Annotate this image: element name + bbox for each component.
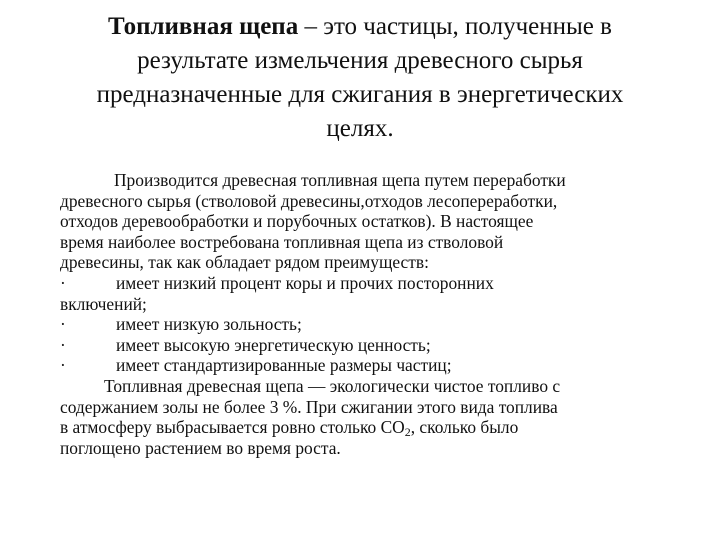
slide-title: [40, 10, 680, 146]
paragraph-2-line-3: [60, 417, 700, 438]
bullet-dot: ·: [60, 314, 66, 335]
body-text: [60, 170, 700, 458]
bullet-item-2: [60, 314, 700, 335]
bullet-dot: ·: [60, 334, 66, 355]
paragraph-1-line-4: время наиболее востребована топливная щепа из стволовой: [60, 231, 504, 252]
paragraph-1-line-3: отходов деревообработки и порубочных остатков). В настоящее: [60, 211, 534, 232]
bullet-dot: ·: [60, 272, 66, 293]
paragraph-1-line-5: древесины, так как обладает рядом преимуществ:: [60, 252, 429, 273]
paragraph-2-line-3-end: , сколько было: [410, 417, 519, 438]
bullet-dot: ·: [60, 355, 66, 376]
bullet-1-continuation: включений;: [60, 293, 147, 314]
paragraph-2-line-1: Топливная древесная щепа — экологически чистое топливо с: [104, 375, 561, 396]
paragraph-1-line-1: Производится древесная топливная щепа путем переработки: [114, 170, 566, 190]
co2-subscript: 2: [404, 425, 411, 440]
title-line-2: результате измельчения древесного сырья: [137, 47, 583, 74]
paragraph-2-line-3-start: в атмосферу выбрасывается ровно столько СО: [60, 417, 405, 438]
paragraph-2-line-2: содержанием золы не более 3 %. При сжигании этого вида топлива: [60, 396, 558, 417]
title-term: Топливная щепа: [108, 13, 299, 40]
bullet-item-1: [60, 273, 700, 294]
paragraph-1-line-2: древесного сырья (стволовой древесины,отходов лесопереработки,: [60, 190, 558, 211]
bullet-2-text: имеет низкую зольность;: [116, 314, 302, 335]
bullet-3-text: имеет высокую энергетическую ценность;: [116, 334, 431, 355]
bullet-1-text: имеет низкий процент коры и прочих посторонних: [116, 272, 494, 293]
title-line-1: [40, 10, 680, 44]
title-line-1-rest: это частицы, полученные в: [323, 13, 612, 40]
bullet-4-text: имеет стандартизированные размеры частиц;: [116, 355, 452, 376]
title-line-4: целях.: [326, 115, 394, 142]
title-line-3: предназначенные для сжигания в энергетических: [96, 81, 624, 108]
title-dash: –: [298, 13, 324, 40]
bullet-item-4: [60, 355, 700, 376]
paragraph-2-line-4: поглощено растением во время роста.: [60, 437, 341, 458]
bullet-item-3: [60, 335, 700, 356]
